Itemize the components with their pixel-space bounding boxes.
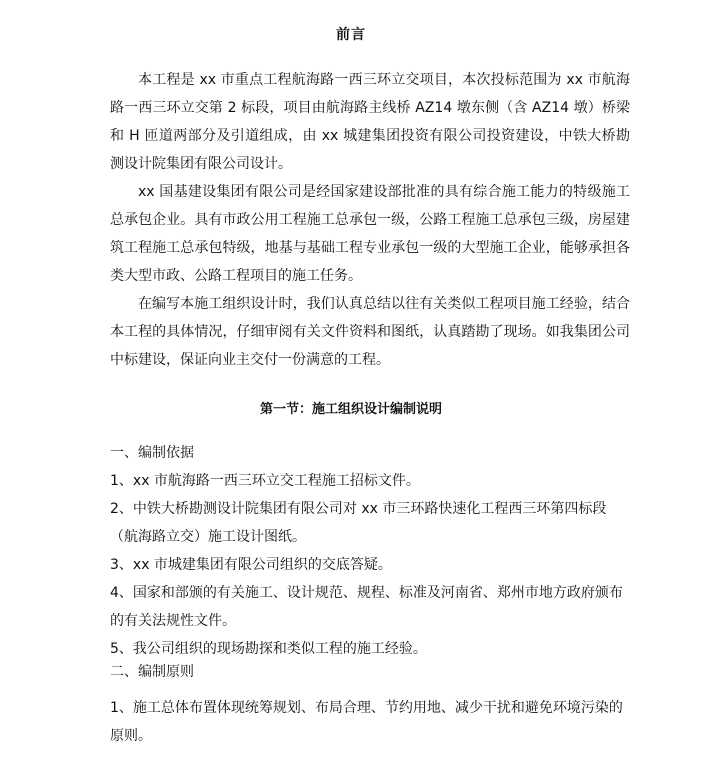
- basis-item-5: 5、我公司组织的现场勘探和类似工程的施工经验。: [110, 641, 427, 657]
- heading-principles: 二、编制原则: [110, 664, 194, 680]
- intro-paragraph-1: 本工程是 xx 市重点工程航海路一西三环立交项目，本次投标范围为 xx 市航海路一西三环立交第 2 标段，项目由航海路主线桥 AZ14 墩东侧（含 AZ14 墩）桥梁和 H 匝道两部分及引道组成，由 xx 城建集团投资有限公司投资建设，中铁大桥勘测设计院集团有限公司设计。: [110, 72, 630, 172]
- basis-item-3: 3、xx 市城建集团有限公司组织的交底答疑。: [110, 557, 392, 573]
- intro-paragraph-2: xx 国基建设集团有限公司是经国家建设部批准的具有综合施工能力的特级施工总承包企业。具有市政公用工程施工总承包一级，公路工程施工总承包三级，房屋建筑工程施工总承包特级，地基与基础工程专业承包一级的大型施工企业，能够承担各类大型市政、公路工程项目的施工任务。: [110, 184, 630, 284]
- section-title: 第一节：施工组织设计编制说明: [259, 402, 442, 417]
- basis-item-2: 2、中铁大桥勘测设计院集团有限公司对 xx 市三环路快速化工程西三环第四标段（航海路立交）施工设计图纸。: [110, 501, 607, 545]
- basis-item-4: 4、国家和部颁的有关施工、设计规范、规程、标准及河南省、郑州市地方政府颁布的有关法规性文件。: [110, 585, 623, 629]
- document-title: 前言: [336, 27, 366, 43]
- intro-paragraph-3: 在编写本施工组织设计时，我们认真总结以往有关类似工程项目施工经验，结合本工程的具体情况，仔细审阅有关文件资料和图纸，认真踏勘了现场。如我集团公司中标建设，保证向业主交付一份满意的工程。: [110, 296, 630, 368]
- basis-item-1: 1、xx 市航海路一西三环立交工程施工招标文件。: [110, 473, 420, 489]
- heading-basis: 一、编制依据: [110, 445, 194, 461]
- principle-item-1: 1、施工总体布置体现统筹规划、布局合理、节约用地、减少干扰和避免环境污染的原则。: [110, 700, 623, 744]
